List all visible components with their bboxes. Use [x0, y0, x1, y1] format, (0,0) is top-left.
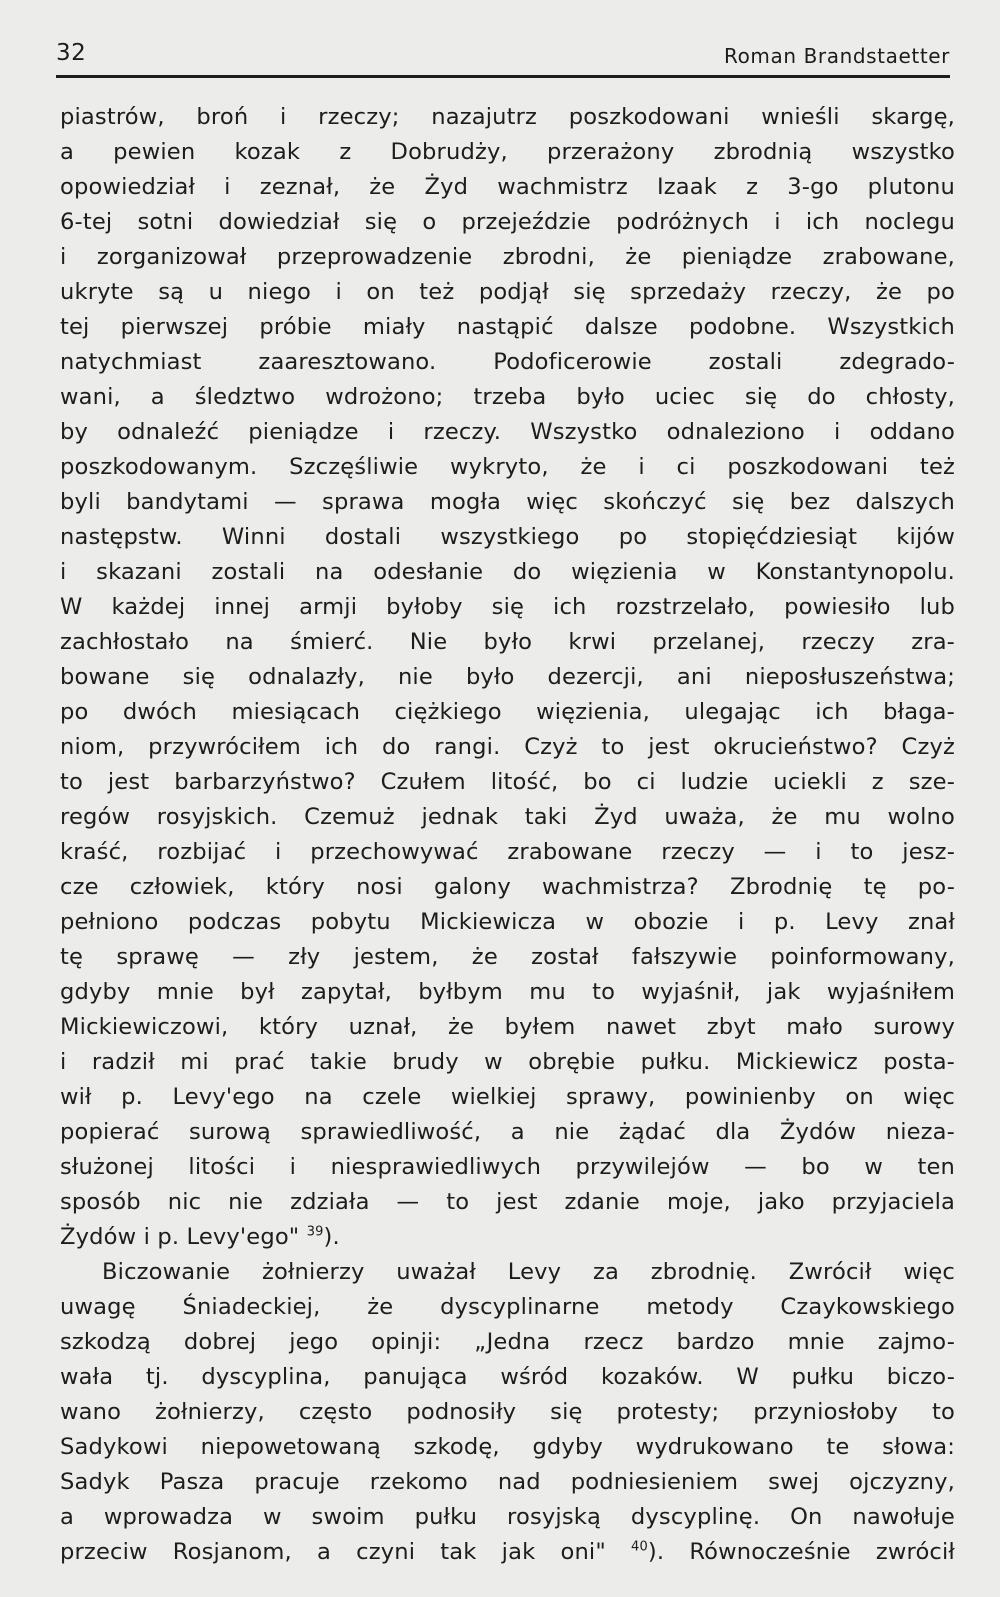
text-line: i zorganizował przeprowadzenie zbrodni, że pieniądze zrabowane,: [60, 244, 955, 270]
paragraph-1: [60, 100, 955, 1255]
text-line: uwagę Śniadeckiej, że dyscyplinarne metody Czaykowskiego: [60, 1294, 955, 1320]
text-line: następstw. Winni dostali wszystkiego po stopięćdziesiąt kijów: [60, 524, 955, 550]
line-text: przeciw Rosjanom, a czyni tak jak oni": [60, 1539, 632, 1565]
text-line: a pewien kozak z Dobrudży, przerażony zbrodnią wszystko: [60, 139, 955, 165]
text-line: wił p. Levy'ego na czele wielkiej sprawy, powinienby on więc: [60, 1084, 955, 1110]
text-line: W każdej innej armji byłoby się ich rozstrzelało, powiesiło lub: [60, 594, 955, 620]
text-line: 6-tej sotni dowiedział się o przejeździe podróżnych i ich noclegu: [60, 209, 955, 235]
text-line: tę sprawę — zły jestem, że został fałszywie poinformowany,: [60, 944, 955, 970]
text-line: to jest barbarzyństwo? Czułem litość, bo ci ludzie uciekli z sze-: [60, 769, 955, 795]
text-line: byli bandytami — sprawa mogła więc skończyć się bez dalszych: [60, 489, 955, 515]
text-line-last: [60, 1535, 955, 1570]
footnote-ref-39[interactable]: 39: [306, 1224, 324, 1240]
running-head-author: Roman Brandstaetter: [723, 44, 950, 68]
text-line: piastrów, broń i rzeczy; nazajutrz poszkodowani wnieśli skargę,: [60, 104, 955, 130]
text-line: wała tj. dyscyplina, panująca wśród kozaków. W pułku biczo-: [60, 1364, 955, 1390]
line-text: Żydów i p. Levy'ego": [60, 1224, 307, 1250]
text-line: natychmiast zaaresztowano. Podoficerowie zostali zdegrado-: [60, 349, 955, 375]
text-line: a wprowadza w swoim pułku rosyjską dyscyplinę. On nawołuje: [60, 1504, 955, 1530]
page-number: 32: [56, 40, 87, 66]
footnote-ref-40[interactable]: 40: [631, 1539, 648, 1555]
text-line: i skazani zostali na odesłanie do więzienia w Konstantynopolu.: [60, 559, 955, 585]
text-line: po dwóch miesiącach ciężkiego więzienia, ulegając ich błaga-: [60, 699, 955, 725]
text-line: tej pierwszej próbie miały nastąpić dalsze podobne. Wszystkich: [60, 314, 955, 340]
text-line: pełniono podczas pobytu Mickiewicza w obozie i p. Levy znał: [60, 909, 955, 935]
text-line: niom, przywróciłem ich do rangi. Czyż to jest okrucieństwo? Czyż: [60, 734, 955, 760]
text-line: gdyby mnie był zapytał, byłbym mu to wyjaśnił, jak wyjaśniłem: [60, 979, 955, 1005]
text-line: sposób nic nie zdziała — to jest zdanie moje, jako przyjaciela: [60, 1189, 955, 1215]
line-text-end: ). Równocześnie zwrócił: [647, 1539, 955, 1565]
text-line: by odnaleźć pieniądze i rzeczy. Wszystko odnaleziono i oddano: [60, 419, 955, 445]
text-line: opowiedział i zeznał, że Żyd wachmistrz Izaak z 3-go plutonu: [60, 174, 955, 200]
text-line: popierać surową sprawiedliwość, a nie żądać dla Żydów nieza-: [60, 1119, 955, 1145]
text-line: bowane się odnalazły, nie było dezercji, ani nieposłuszeństwa;: [60, 664, 955, 690]
text-line: zachłostało na śmierć. Nie było krwi przelanej, rzeczy zra-: [60, 629, 955, 655]
text-line: wano żołnierzy, często podnosiły się protesty; przyniosłoby to: [60, 1399, 955, 1425]
text-line: kraść, rozbijać i przechowywać zrabowane rzeczy — i to jesz-: [60, 839, 955, 865]
line-text-end: ).: [323, 1224, 340, 1250]
text-line: wani, a śledztwo wdrożono; trzeba było uciec się do chłosty,: [60, 384, 955, 410]
text-line: szkodzą dobrej jego opinji: „Jedna rzecz bardzo mnie zajmo-: [60, 1329, 955, 1355]
text-line: służonej litości i niesprawiedliwych przywilejów — bo w ten: [60, 1154, 955, 1180]
paragraph-2: [60, 1255, 955, 1570]
text-line: Mickiewiczowi, który uznał, że byłem nawet zbyt mało surowy: [60, 1014, 955, 1040]
text-line: Biczowanie żołnierzy uważał Levy za zbrodnię. Zwrócił więc: [102, 1259, 955, 1285]
header-rule: [56, 75, 950, 78]
text-line: ukryte są u niego i on też podjął się sprzedaży rzeczy, że po: [60, 279, 955, 305]
text-line: i radził mi prać takie brudy w obrębie pułku. Mickiewicz posta-: [60, 1049, 955, 1075]
text-line: regów rosyjskich. Czemuż jednak taki Żyd uważa, że mu wolno: [60, 804, 955, 830]
text-line: Sadyk Pasza pracuje rzekomo nad podniesieniem swej ojczyzny,: [60, 1469, 955, 1495]
body-text: [60, 100, 955, 1570]
text-line: poszkodowanym. Szczęśliwie wykryto, że i ci poszkodowani też: [60, 454, 955, 480]
text-line: Sadykowi niepowetowaną szkodę, gdyby wydrukowano te słowa:: [60, 1434, 955, 1460]
page-header: [56, 40, 950, 76]
text-line-last: [60, 1220, 955, 1255]
text-line: cze człowiek, który nosi galony wachmistrza? Zbrodnię tę po-: [60, 874, 955, 900]
